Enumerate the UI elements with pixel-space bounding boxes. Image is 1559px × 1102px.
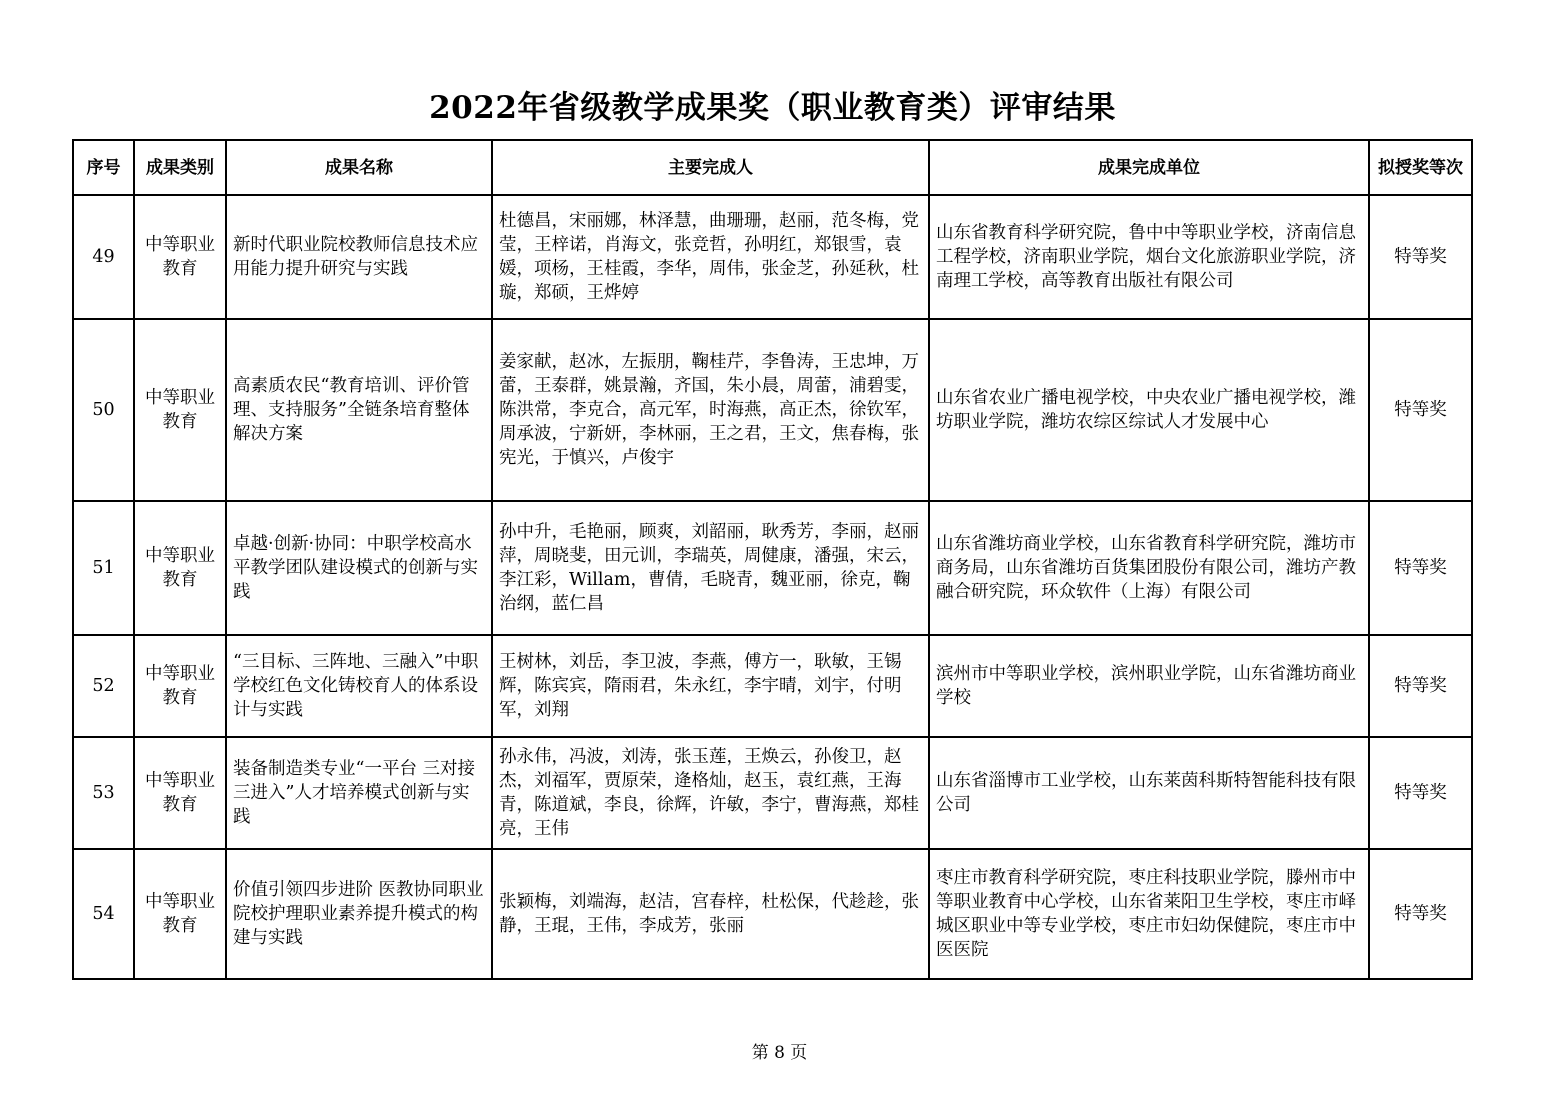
row-people: 张颖梅，刘端海，赵洁，宫春梓，杜松保，代趁趁，张静，王琨，王伟，李成芳，张丽 — [492, 849, 929, 979]
row-award: 特等奖 — [1369, 501, 1472, 635]
header-award: 拟授奖等次 — [1369, 140, 1472, 195]
row-category: 中等职业教育 — [134, 319, 226, 501]
row-unit: 山东省农业广播电视学校，中央农业广播电视学校，潍坊职业学院，潍坊农综区综试人才发展中心 — [929, 319, 1369, 501]
table-header-row — [73, 140, 1472, 195]
document-title: 2022年省级教学成果奖（职业教育类）评审结果 — [429, 90, 1116, 126]
row-people: 姜家献，赵冰，左振朋，鞠桂芹，李鲁涛，王忠坤，万蕾，王泰群，姚景瀚，齐国，朱小晨，周蕾，浦碧雯，陈洪常，李克合，高元军，时海燕，高正杰，徐钦军，周承波，宁新妍，李林丽，王之君，王文，焦春梅，张宪光，于慎兴，卢俊宇 — [492, 319, 929, 501]
row-category: 中等职业教育 — [134, 849, 226, 979]
header-people: 主要完成人 — [492, 140, 929, 195]
row-category: 中等职业教育 — [134, 737, 226, 849]
row-people: 王树林，刘岳，李卫波，李燕，傅方一，耿敏，王锡辉，陈宾宾，隋雨君，朱永红，李宇晴，刘宇，付明军，刘翔 — [492, 635, 929, 737]
row-unit: 山东省淄博市工业学校，山东莱茵科斯特智能科技有限公司 — [929, 737, 1369, 849]
row-name: 新时代职业院校教师信息技术应用能力提升研究与实践 — [226, 195, 492, 319]
table-row — [73, 635, 1472, 737]
header-no: 序号 — [73, 140, 134, 195]
row-no: 51 — [73, 501, 134, 635]
row-people: 杜德昌，宋丽娜，林泽慧，曲珊珊，赵丽，范冬梅，党莹，王梓诺，肖海文，张竞哲，孙明红，郑银雪，袁媛，项杨，王桂霞，李华，周伟，张金芝，孙延秋，杜璇，郑硕，王烨婷 — [492, 195, 929, 319]
header-unit: 成果完成单位 — [929, 140, 1369, 195]
row-category: 中等职业教育 — [134, 195, 226, 319]
row-award: 特等奖 — [1369, 737, 1472, 849]
table-row — [73, 319, 1472, 501]
table-row — [73, 195, 1472, 319]
row-people: 孙永伟，冯波，刘涛，张玉莲，王焕云，孙俊卫，赵杰，刘福军，贾原荣，逄格灿，赵玉，袁红燕，王海青，陈道斌，李良，徐辉，许敏，李宁，曹海燕，郑桂亮，王伟 — [492, 737, 929, 849]
header-name: 成果名称 — [226, 140, 492, 195]
row-name: 高素质农民“教育培训、评价管理、支持服务”全链条培育整体解决方案 — [226, 319, 492, 501]
row-award: 特等奖 — [1369, 849, 1472, 979]
row-no: 54 — [73, 849, 134, 979]
row-unit: 山东省潍坊商业学校，山东省教育科学研究院，潍坊市商务局，山东省潍坊百货集团股份有限公司，潍坊产教融合研究院，环众软件（上海）有限公司 — [929, 501, 1369, 635]
row-no: 52 — [73, 635, 134, 737]
header-category: 成果类别 — [134, 140, 226, 195]
row-no: 50 — [73, 319, 134, 501]
row-category: 中等职业教育 — [134, 635, 226, 737]
row-name: 卓越·创新·协同：中职学校高水平教学团队建设模式的创新与实践 — [226, 501, 492, 635]
row-name: 装备制造类专业“一平台 三对接 三进入”人才培养模式创新与实践 — [226, 737, 492, 849]
table-row — [73, 501, 1472, 635]
row-award: 特等奖 — [1369, 635, 1472, 737]
row-category: 中等职业教育 — [134, 501, 226, 635]
row-people: 孙中升，毛艳丽，顾爽，刘韶丽，耿秀芳，李丽，赵丽萍，周晓斐，田元训，李瑞英，周健康，潘强，宋云，李江彩，Willam，曹倩，毛晓青，魏亚丽，徐克，鞠治纲，蓝仁昌 — [492, 501, 929, 635]
row-unit: 枣庄市教育科学研究院，枣庄科技职业学院，滕州市中等职业教育中心学校，山东省莱阳卫生学校，枣庄市峄城区职业中等专业学校，枣庄市妇幼保健院，枣庄市中医医院 — [929, 849, 1369, 979]
row-award: 特等奖 — [1369, 195, 1472, 319]
row-no: 53 — [73, 737, 134, 849]
row-name: “三目标、三阵地、三融入”中职学校红色文化铸校育人的体系设计与实践 — [226, 635, 492, 737]
table-row — [73, 737, 1472, 849]
row-unit: 滨州市中等职业学校，滨州职业学院，山东省潍坊商业学校 — [929, 635, 1369, 737]
row-unit: 山东省教育科学研究院，鲁中中等职业学校，济南信息工程学校，济南职业学院，烟台文化旅游职业学院，济南理工学校，高等教育出版社有限公司 — [929, 195, 1369, 319]
table-row — [73, 849, 1472, 979]
results-table — [72, 139, 1473, 980]
row-no: 49 — [73, 195, 134, 319]
page-number: 第 8 页 — [751, 1043, 808, 1063]
row-name: 价值引领四步进阶 医教协同职业院校护理职业素养提升模式的构建与实践 — [226, 849, 492, 979]
row-award: 特等奖 — [1369, 319, 1472, 501]
